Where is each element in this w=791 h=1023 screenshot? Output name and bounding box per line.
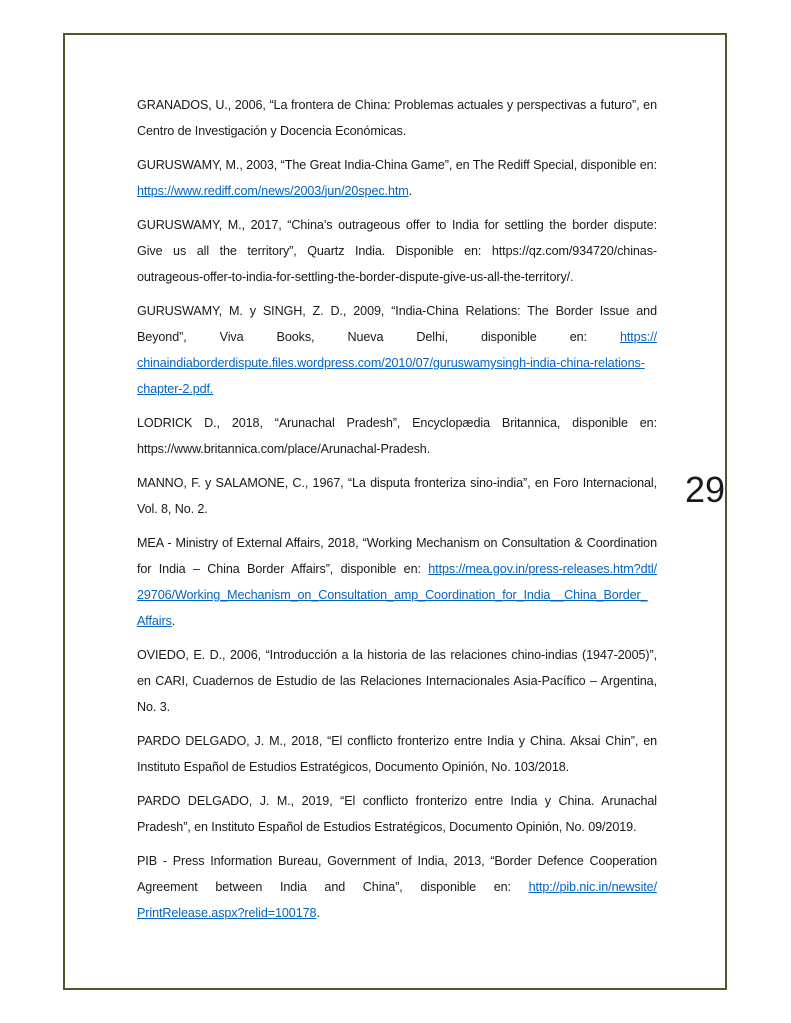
reference-entry [137,92,657,144]
reference-text: MANNO, F. y SALAMONE, C., 1967, “La disputa fronteriza sino-india”, en Foro Internacional, Vol. 8, No. 2. [137,476,657,516]
reference-text: . [408,184,413,198]
reference-entry [137,410,657,462]
reference-text: PARDO DELGADO, J. M., 2018, “El conflicto fronterizo entre India y China. Aksai Chin”, en Instituto Español de Estudios Estratégicos, Documento Opinión, No. 103/2018. [137,734,657,774]
hyperlink[interactable]: https://www.rediff.com/news/2003/jun/20spec.htm [137,184,409,198]
reference-text: PIB - Press Information Bureau, Government of India, 2013, “Border Defence Cooperation Agreement between India and China”, disponible en: [137,854,657,894]
reference-entry [137,470,657,522]
reference-entry [137,298,657,402]
reference-entry [137,788,657,840]
reference-text: LODRICK D., 2018, “Arunachal Pradesh”, Encyclopædia Britannica, disponible en: https://www.britannica.com/place/Arunachal-Pradesh. [137,416,657,456]
reference-text: PARDO DELGADO, J. M., 2019, “El conflicto fronterizo entre India y China. Arunachal Pradesh”, en Instituto Español de Estudios Estratégicos, Documento Opinión, No. 09/2019. [137,794,657,834]
hyperlink[interactable]: https://mea.gov.in/press-releases.htm?dtl/29706/Working_Mechanism_on_Consultation_amp_Coordination_for_India__China_Border_Affairs [137,562,657,628]
hyperlink[interactable]: https://chinaindiaborderdispute.files.wordpress.com/2010/07/guruswamysingh-india-china-relations-chapter-2.pdf. [137,330,657,396]
reference-text: MEA - Ministry of External Affairs, 2018, “Working Mechanism on Consultation & Coordination for India – China Border Affairs”, disponible en: [137,536,657,576]
reference-entry [137,642,657,720]
reference-entry [137,848,657,926]
reference-text: GURUSWAMY, M., 2017, “China’s outrageous offer to India for settling the border dispute: Give us all the territory”, Quartz India. Disponible en: https://qz.com/934720/chinas-outrageous-offer-to-india-for-settling-the-border-dispute-give-us-all-the-territory/. [137,218,657,284]
reference-text: . [171,614,176,628]
reference-entry [137,152,657,204]
page-number: 29 [685,469,726,510]
reference-text: GRANADOS, U., 2006, “La frontera de China: Problemas actuales y perspectivas a futuro”, en Centro de Investigación y Docencia Económicas. [137,98,657,138]
reference-text: GURUSWAMY, M., 2003, “The Great India-China Game”, en The Rediff Special, disponible en: [137,158,657,172]
reference-entry [137,728,657,780]
reference-entry [137,212,657,290]
reference-text: OVIEDO, E. D., 2006, “Introducción a la historia de las relaciones chino-indias (1947-2005)”, en CARI, Cuadernos de Estudio de las Relaciones Internacionales Asia-Pacífico – Argentina, No. 3. [137,648,657,714]
reference-entry [137,530,657,634]
hyperlink[interactable]: http://pib.nic.in/newsite/PrintRelease.aspx?relid=100178 [137,880,657,920]
reference-text: GURUSWAMY, M. y SINGH, Z. D., 2009, “India-China Relations: The Border Issue and Beyond”, Viva Books, Nueva Delhi, disponible en: [137,304,657,344]
references-list [137,92,657,934]
reference-text: . [316,906,320,920]
